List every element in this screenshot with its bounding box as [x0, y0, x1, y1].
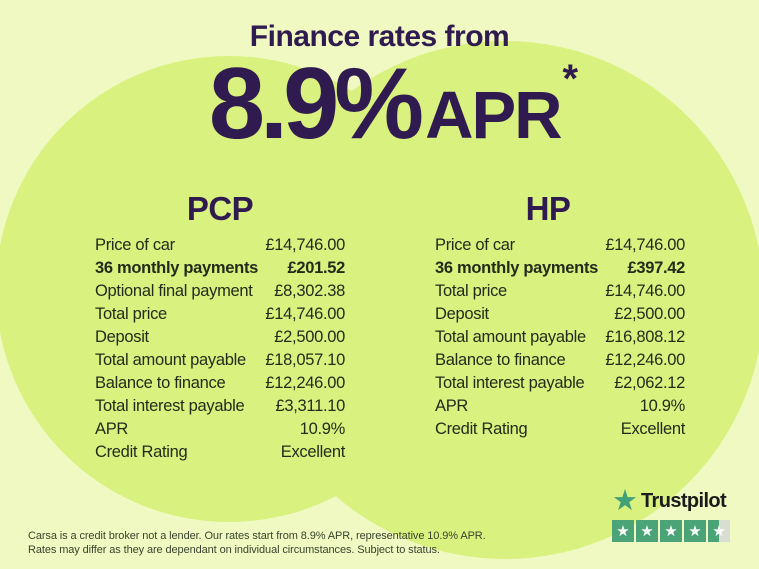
row-label: Optional final payment — [95, 282, 253, 300]
table-row — [95, 257, 345, 280]
trustpilot-star-5 — [708, 520, 730, 542]
table-row — [435, 280, 685, 303]
pcp-table — [95, 234, 345, 464]
row-value: £12,246.00 — [605, 351, 685, 369]
table-row — [435, 349, 685, 372]
table-row — [435, 303, 685, 326]
row-value: £18,057.10 — [265, 351, 345, 369]
row-value: £2,500.00 — [614, 305, 685, 323]
row-label: Deposit — [95, 328, 149, 346]
disclaimer-line-2: Rates may differ as they are dependant on individual circumstances. Subject to status. — [28, 544, 440, 556]
table-row — [95, 395, 345, 418]
row-value: £14,746.00 — [265, 236, 345, 254]
apr-rate-suffix: APR — [425, 78, 561, 153]
table-row — [435, 257, 685, 280]
row-label: APR — [95, 420, 129, 438]
row-value: £2,500.00 — [274, 328, 345, 346]
pcp-heading: PCP — [186, 190, 254, 227]
row-value: Excellent — [620, 420, 685, 438]
row-label: 36 monthly payments — [435, 259, 599, 277]
trustpilot-stars — [612, 520, 730, 542]
table-row — [95, 280, 345, 303]
table-row — [95, 372, 345, 395]
apr-asterisk: * — [562, 57, 579, 101]
row-label: APR — [435, 397, 469, 415]
row-label: Total amount payable — [95, 351, 246, 369]
trustpilot-logo — [612, 487, 730, 515]
table-row — [435, 234, 685, 257]
row-label: Balance to finance — [435, 351, 566, 369]
row-label: Credit Rating — [95, 443, 188, 461]
table-row — [95, 441, 345, 464]
table-row — [435, 418, 685, 441]
row-label: Total price — [435, 282, 507, 300]
row-value: £14,746.00 — [605, 236, 685, 254]
disclaimer-line-1: Carsa is a credit broker not a lender. Our rates start from 8.9% APR, representative 10.9% APR. — [28, 530, 486, 542]
row-label: Price of car — [95, 236, 175, 254]
row-value: £12,246.00 — [265, 374, 345, 392]
trustpilot-star-2 — [636, 520, 658, 542]
row-label: Price of car — [435, 236, 515, 254]
table-row — [435, 395, 685, 418]
row-label: Total interest payable — [435, 374, 585, 392]
table-row — [435, 372, 685, 395]
trustpilot-star-3 — [660, 520, 682, 542]
apr-rate-value: 8.9% — [208, 48, 420, 160]
table-row — [95, 303, 345, 326]
table-row — [435, 326, 685, 349]
row-value: 10.9% — [639, 397, 685, 415]
banner-title: Finance rates from — [249, 20, 510, 53]
trustpilot-star-1 — [612, 520, 634, 542]
hp-table — [435, 234, 685, 441]
row-label: Deposit — [435, 305, 489, 323]
row-value: £16,808.12 — [605, 328, 685, 346]
table-row — [95, 234, 345, 257]
table-row — [95, 349, 345, 372]
row-label: Total amount payable — [435, 328, 586, 346]
row-label: 36 monthly payments — [95, 259, 259, 277]
row-value: £201.52 — [287, 259, 345, 277]
row-value: 10.9% — [299, 420, 345, 438]
row-label: Credit Rating — [435, 420, 528, 438]
row-value: £8,302.38 — [274, 282, 345, 300]
apr-headline — [14, 48, 759, 160]
row-value: £14,746.00 — [605, 282, 685, 300]
row-value: Excellent — [280, 443, 345, 461]
row-value: £397.42 — [627, 259, 685, 277]
row-label: Total price — [95, 305, 167, 323]
disclaimer — [28, 529, 486, 557]
row-label: Balance to finance — [95, 374, 226, 392]
row-value: £3,311.10 — [275, 397, 345, 415]
trustpilot-badge[interactable] — [612, 487, 730, 542]
trustpilot-wordmark: Trustpilot — [641, 489, 727, 512]
table-row — [95, 418, 345, 441]
trustpilot-star-icon — [612, 487, 638, 515]
row-label: Total interest payable — [95, 397, 245, 415]
table-row — [95, 326, 345, 349]
hp-heading: HP — [525, 190, 571, 227]
trustpilot-star-4 — [684, 520, 706, 542]
row-value: £14,746.00 — [265, 305, 345, 323]
row-value: £2,062.12 — [614, 374, 685, 392]
